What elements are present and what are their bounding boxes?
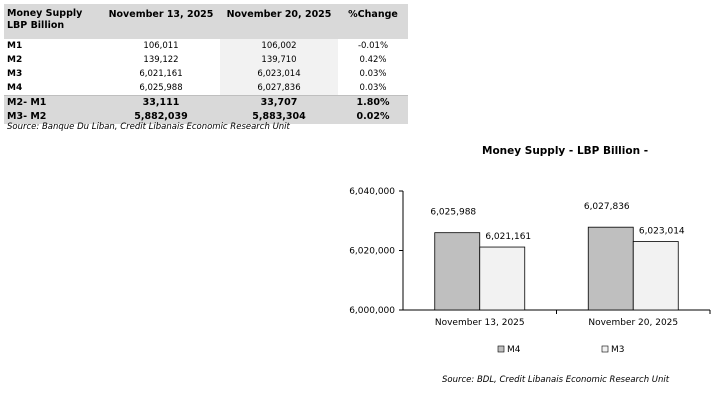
- header-date2: November 20, 2025: [220, 4, 338, 39]
- row-value-date2: 33,707: [220, 96, 338, 111]
- row-value-date1: 106,011: [143, 41, 179, 51]
- legend-swatch-m4: [498, 346, 504, 352]
- row-change: 0.03%: [359, 83, 387, 93]
- row-value-date2: 5,883,304: [220, 110, 338, 124]
- data-label: 6,021,161: [485, 232, 532, 243]
- bar-m4: [588, 227, 633, 310]
- bar-m3: [480, 247, 525, 310]
- header-line1: Money Supply: [7, 8, 83, 19]
- data-label: 6,025,988: [430, 207, 477, 218]
- chart-source: Source: BDL, Credit Libanais Economic Research Unit: [442, 375, 670, 385]
- row-value-date2: 6,027,836: [220, 81, 338, 96]
- row-label: M1: [7, 41, 23, 51]
- header-date1: November 13, 2025: [102, 4, 220, 39]
- row-label: M2- M1: [4, 96, 102, 111]
- legend-label-m4: M4: [507, 345, 521, 355]
- row-value-date1: 6,021,161: [139, 69, 183, 79]
- header-change: %Change: [338, 4, 408, 39]
- data-label: 6,027,836: [583, 202, 630, 213]
- row-value-date1: 139,122: [143, 55, 179, 65]
- row-change: 0.42%: [359, 55, 387, 65]
- row-label: M2: [7, 55, 23, 65]
- y-tick-label: 6,040,000: [349, 187, 395, 197]
- row-value-date2: 139,710: [220, 53, 338, 67]
- data-label: 6,023,014: [638, 226, 685, 237]
- y-tick-label: 6,000,000: [349, 306, 395, 316]
- table-source: Source: Banque Du Liban, Credit Libanais Economic Research Unit: [7, 122, 290, 132]
- row-value-date2: 6,023,014: [220, 67, 338, 81]
- row-value-date2: 106,002: [220, 39, 338, 53]
- chart-title: Money Supply - LBP Billion -: [482, 145, 649, 157]
- row-label: M4: [7, 83, 23, 93]
- row-value-date1: 5,882,039: [102, 110, 220, 124]
- row-change: 1.80%: [338, 96, 408, 111]
- row-label: M3: [7, 69, 23, 79]
- row-change: -0.01%: [357, 41, 389, 51]
- row-change: 0.02%: [338, 110, 408, 124]
- legend-swatch-m3: [602, 346, 608, 352]
- bar-m4: [435, 233, 480, 310]
- row-value-date1: 6,025,988: [139, 83, 183, 93]
- legend-label-m3: M3: [611, 345, 625, 355]
- header-line2: LBP Billion: [7, 20, 65, 31]
- y-tick-label: 6,020,000: [349, 246, 395, 257]
- bar-m3: [633, 242, 678, 310]
- row-label: M3- M2: [4, 110, 102, 124]
- x-tick-label: November 13, 2025: [434, 318, 525, 328]
- row-value-date1: 33,111: [102, 96, 220, 111]
- row-change: 0.03%: [359, 69, 387, 79]
- x-tick-label: November 20, 2025: [588, 318, 679, 328]
